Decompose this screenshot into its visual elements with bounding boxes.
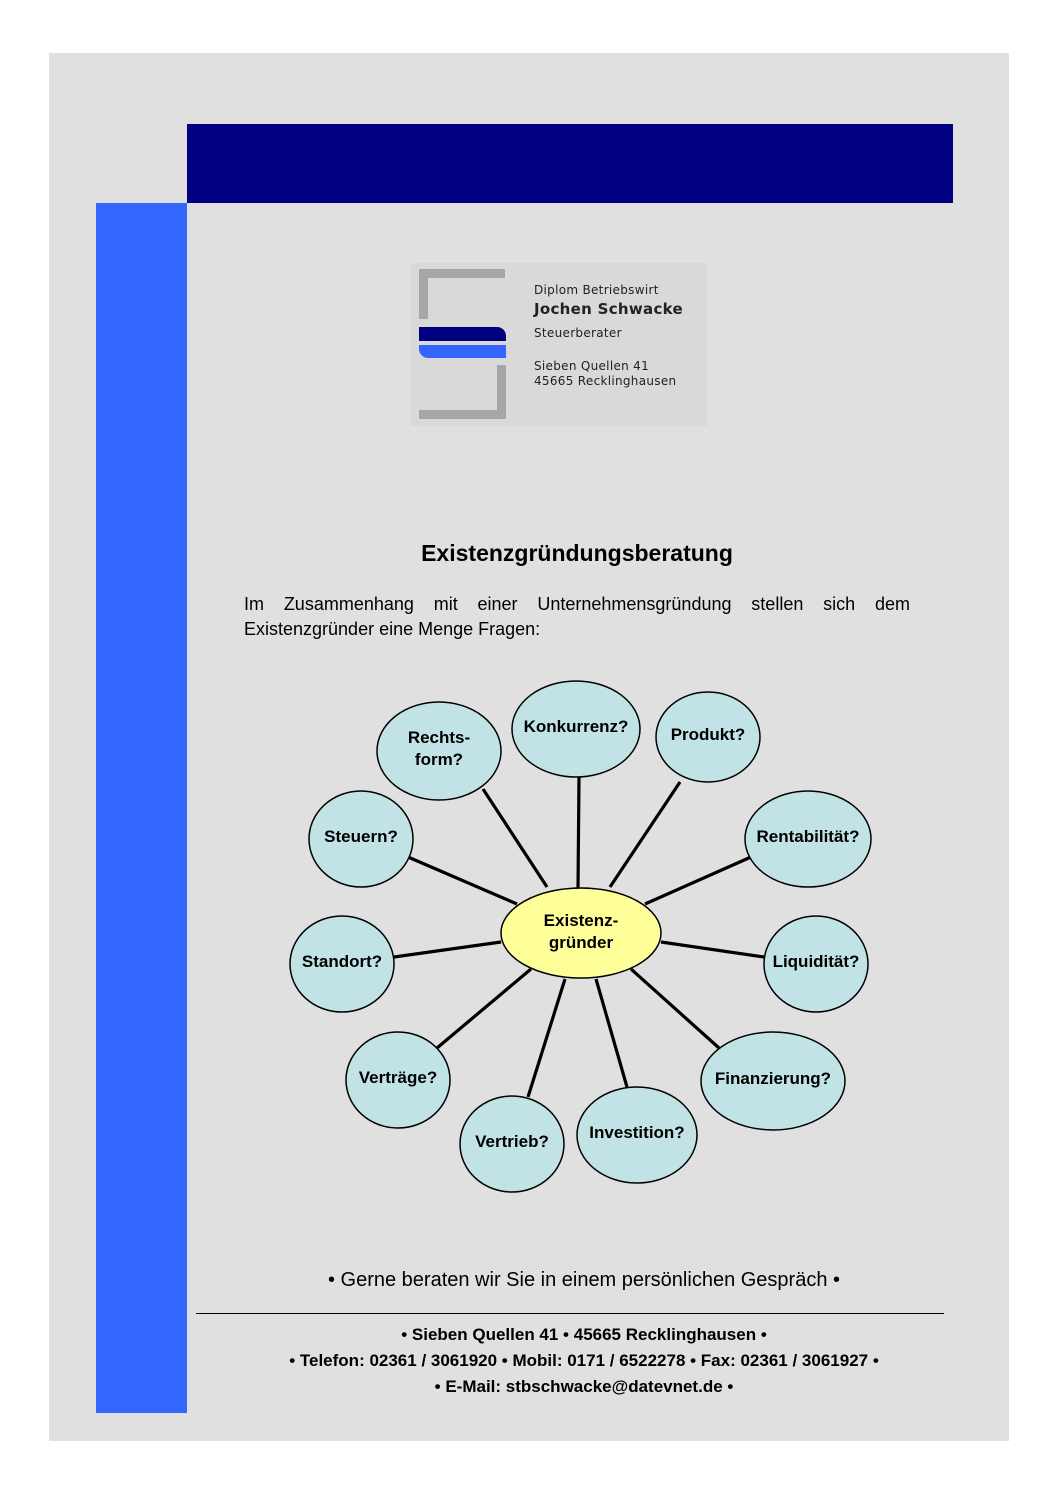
connector-line <box>394 942 501 957</box>
connector-line <box>437 969 531 1048</box>
closing-line: • Gerne beraten wir Sie in einem persönlichen Gespräch • <box>327 1269 841 1291</box>
question-node-label: Standort? <box>301 952 383 971</box>
question-node-label: form? <box>414 750 464 769</box>
logo-degree: Diplom Betriebswirt <box>534 283 659 297</box>
logo-name: Jochen Schwacke <box>534 300 684 318</box>
footer-phones: • Telefon: 02361 / 3061920 • Mobil: 0171 / 6522278 • Fax: 02361 / 3061927 • <box>289 1351 879 1370</box>
center-node-label: gründer <box>548 933 614 952</box>
connector-line <box>631 969 719 1048</box>
question-node-label: Rechts- <box>407 728 471 747</box>
connector-line <box>483 789 547 887</box>
logo-street: Sieben Quellen 41 <box>534 359 650 373</box>
logo-city: 45665 Recklinghausen <box>534 374 677 388</box>
footer-contact <box>196 1322 972 1400</box>
footer-divider <box>196 1313 944 1314</box>
footer-address: • Sieben Quellen 41 • 45665 Recklinghausen • <box>401 1325 767 1344</box>
page-title: Existenzgründungsberatung <box>421 540 733 566</box>
connector-line <box>610 782 680 887</box>
question-node-label: Finanzierung? <box>714 1069 832 1088</box>
question-node-label: Rentabilität? <box>756 827 860 846</box>
connector-line <box>645 857 751 904</box>
question-node-label: Vertrieb? <box>475 1132 549 1151</box>
connector-line <box>408 857 517 904</box>
question-node-label: Liquidität? <box>772 952 860 971</box>
connector-line <box>578 777 579 888</box>
question-node-label: Verträge? <box>358 1068 438 1087</box>
center-node-label: Existenz- <box>543 911 619 930</box>
intro-paragraph: Im Zusammenhang mit einer Unternehmensgründung stellen sich dem Existenzgründer eine Menge Fragen: <box>244 594 910 639</box>
question-node-label: Steuern? <box>324 827 398 846</box>
question-node-label: Konkurrenz? <box>523 717 629 736</box>
logo-profession: Steuerberater <box>534 326 622 340</box>
question-node-label: Produkt? <box>670 725 746 744</box>
question-node-label: Investition? <box>589 1123 685 1142</box>
connector-line <box>661 942 764 957</box>
footer-email: • E-Mail: stbschwacke@datevnet.de • <box>434 1377 734 1396</box>
connector-line <box>528 979 565 1097</box>
connector-line <box>596 979 627 1087</box>
